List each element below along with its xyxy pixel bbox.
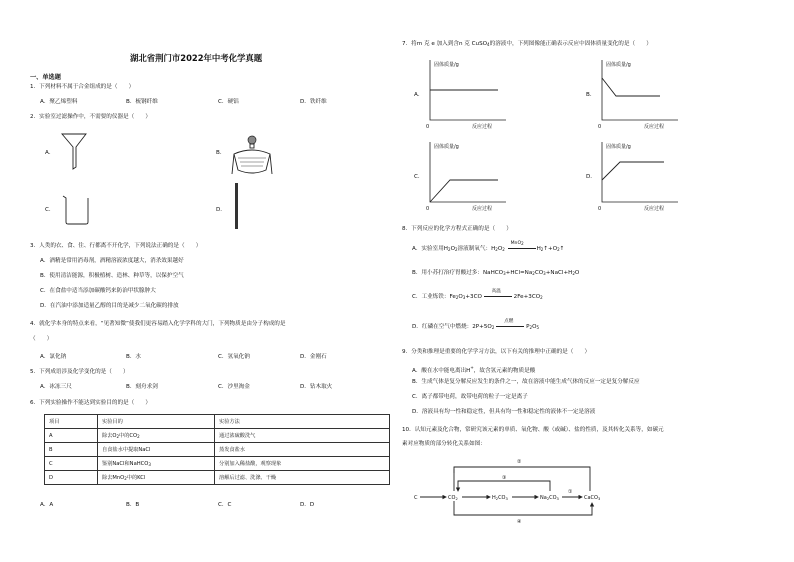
question-2-option-c: C． <box>45 207 55 213</box>
marker-4: ④ <box>517 519 522 525</box>
marker-1: ① <box>568 489 573 495</box>
graph-a <box>428 58 508 134</box>
question-6-option-b: B．B <box>126 502 140 508</box>
svg-text:固体质量/g: 固体质量/g <box>434 62 459 68</box>
question-3-option-c: C．在食盐中适当添加碳酸钙来防治甲状腺肿大 <box>40 288 156 294</box>
svg-text:反应过程: 反应过程 <box>472 206 493 212</box>
question-6-option-a: A．A <box>40 502 54 508</box>
graph-b-line <box>602 78 660 96</box>
question-3-option-a: A．酒精是常用消毒剂，酒精溶液浓度越大，消杀效果越好 <box>40 258 184 264</box>
question-9-option-b: B．生成气体是复分解反应发生的条件之一，故在溶液中能生成气体的反应一定是复分解反应 <box>412 379 640 385</box>
table-header-cell: 项目 <box>45 415 98 429</box>
question-5-option-a: A．冰冻三尺 <box>40 384 72 390</box>
question-2-stem: 2．实验室过滤操作中，不需要的仪器是（ ） <box>30 114 152 120</box>
node-h2co3: $H_2CO_3$ <box>492 495 508 501</box>
question-7-option-d: D． <box>586 174 596 180</box>
question-2-option-d: D． <box>216 207 226 213</box>
graph-c-line <box>430 180 498 202</box>
table-cell: 蒸发食盐水 <box>215 443 390 457</box>
question-2-option-b: B． <box>216 150 226 156</box>
graph-c <box>428 140 508 216</box>
carbon-conversion-diagram <box>412 455 772 525</box>
question-4-option-c: C．氢氧化钠 <box>218 354 250 360</box>
table-cell: C <box>45 457 98 471</box>
question-9-option-d: D．溶液具有均一性和稳定性，但具有均一性和稳定性的液体不一定是溶液 <box>412 409 596 415</box>
question-9-option-c: C．离子都带电荷，故带电荷的粒子一定是离子 <box>412 394 528 400</box>
question-8-option-d: D．红磷在空气中燃烧：$2P+5O_2$ 点燃 $P_2O_5$ <box>412 319 540 330</box>
question-6-option-d: D．D <box>300 502 315 508</box>
question-7-option-b: B． <box>586 92 596 98</box>
table-cell: 自食盐水中提取NaCl <box>98 443 215 457</box>
graph-d-line <box>602 162 664 180</box>
table-cell: 通过浓硫酸洗气 <box>215 429 390 443</box>
table-cell: 除去MnO$_2$中的KCl <box>98 471 215 485</box>
table-row <box>45 429 390 443</box>
table-cell: A <box>45 429 98 443</box>
alcohol-lamp-tripod-icon <box>230 130 274 178</box>
question-9-option-a: A．酸在水中能电离出H+，故含氢元素的物质是酸 <box>412 365 536 374</box>
table-header-row <box>45 415 390 429</box>
question-2-option-a: A． <box>45 150 55 156</box>
question-10-stem: 10．认知元素及化合物，常研究该元素的单质、氧化物、酸（或碱）、盐的性质，及其转化关系等，如碳元 <box>402 427 664 433</box>
question-5-option-d: D．钻木取火 <box>300 384 333 390</box>
question-4-stem-cont: （ ） <box>30 336 53 342</box>
table-header-cell: 实验目的 <box>98 415 215 429</box>
table-cell: D <box>45 471 98 485</box>
graph-d <box>600 140 680 216</box>
funnel-icon <box>60 133 90 173</box>
question-4-option-d: D．金刚石 <box>300 354 327 360</box>
table-row <box>45 457 390 471</box>
section-heading: 一、单选题 <box>30 74 61 81</box>
table-cell: 鉴别NaCl和NaHCO$_3$ <box>98 457 215 471</box>
question-3-option-d: D．在汽油中添加适量乙醇的目的是减少二氧化碳的排放 <box>40 303 179 309</box>
question-1-option-d: D．铁纤维 <box>300 99 327 105</box>
svg-text:0: 0 <box>598 124 602 130</box>
svg-text:0: 0 <box>426 124 430 130</box>
svg-text:固体质量/g: 固体质量/g <box>606 144 631 150</box>
question-4-option-a: A．氯化钠 <box>40 354 67 360</box>
table-cell: 除去$O_2$中的$CO_2$ <box>98 429 215 443</box>
node-na2co3: $Na_2CO_3$ <box>540 495 559 501</box>
question-6-option-c: C．C <box>218 502 232 508</box>
question-8-option-c: C．工业炼铁：$Fe_2O_3+3CO$ 高温 $2Fe+3CO_2$ <box>412 289 543 300</box>
svg-text:0: 0 <box>598 206 602 212</box>
table-row <box>45 471 390 485</box>
svg-text:反应过程: 反应过程 <box>644 124 665 130</box>
question-7-option-c: C． <box>414 174 424 180</box>
question-1-stem: 1．下列材料不属于合金组成的是（ ） <box>30 84 135 90</box>
question-1-option-b: B．梳钢纤维 <box>126 99 158 105</box>
marker-2: ② <box>517 459 522 465</box>
table-cell: B <box>45 443 98 457</box>
svg-text:0: 0 <box>426 206 430 212</box>
svg-text:固体质量/g: 固体质量/g <box>606 62 631 68</box>
question-8-option-b: B．用小苏打治疗胃酸过多：$NaHCO_3+HCl=Na_2CO_3+NaCl+H_2O$ <box>412 270 580 276</box>
svg-text:反应过程: 反应过程 <box>472 124 493 130</box>
table-cell: 溶解后过滤、洗涤、干燥 <box>215 471 390 485</box>
question-5-option-b: B．刻舟求剑 <box>126 384 158 390</box>
question-6-stem: 6．下列实验操作不能达到实验目的的是（ ） <box>30 400 152 406</box>
question-4-option-b: B．水 <box>126 354 142 360</box>
question-3-stem: 3．人类的衣、食、住、行都离不开化学，下列说法正确的是（ ） <box>30 243 202 249</box>
question-8-option-a: A．实验室用$H_2O_2$溶液制氧气：$H_2O_2$ MnO$_2$ $H_2↑+O_2↑$ <box>412 241 565 252</box>
svg-text:固体质量/g: 固体质量/g <box>434 144 459 150</box>
question-5-stem: 5．下列成语涉及化学变化的是（ ） <box>30 369 129 375</box>
question-5-option-c: C．沙里淘金 <box>218 384 250 390</box>
marker-3: ③ <box>502 475 507 481</box>
question-7-stem: 7．将m 克 e 加入到含n 克 CuSO$_4$的溶液中，下列图像能正确表示反应中固体质量变化的是（ ） <box>402 41 652 47</box>
node-caco3: CaCO$_3$ <box>584 495 601 501</box>
table-cell: 分别加入稀盐酸，观察现象 <box>215 457 390 471</box>
question-4-stem: 4．就化学本身的特点来看，“见著知微”使我们更容易踏入化学学科的大门，下列物质是由分子构成的是 <box>30 321 286 327</box>
node-c: C <box>414 495 418 501</box>
question-9-stem: 9．分类和推理是重要的化学学习方法，以下有关的推理中正确的是（ ） <box>402 349 591 355</box>
node-co2: $CO_2$ <box>448 495 458 501</box>
table-header-cell: 实验方法 <box>215 415 390 429</box>
question-1-option-c: C．硬铝 <box>218 99 239 105</box>
question-1-option-a: A．聚乙烯塑料 <box>40 99 78 105</box>
question-8-stem: 8．下列反应的化学方程式正确的是（ ） <box>402 226 512 232</box>
beaker-icon <box>62 195 92 225</box>
table-row <box>45 443 390 457</box>
page-title: 湖北省荆门市2022年中考化学真题 <box>130 53 263 63</box>
experiment-table <box>44 414 390 485</box>
graph-b <box>600 58 680 134</box>
glass-rod-icon <box>232 183 242 231</box>
question-10-stem-cont: 素对应物质的部分转化关系如图： <box>402 441 486 447</box>
question-7-option-a: A． <box>414 92 424 98</box>
question-3-option-b: B．使用清洁能源，积极植树、造林、种草等，以保护空气 <box>40 273 184 279</box>
svg-text:反应过程: 反应过程 <box>644 206 665 212</box>
